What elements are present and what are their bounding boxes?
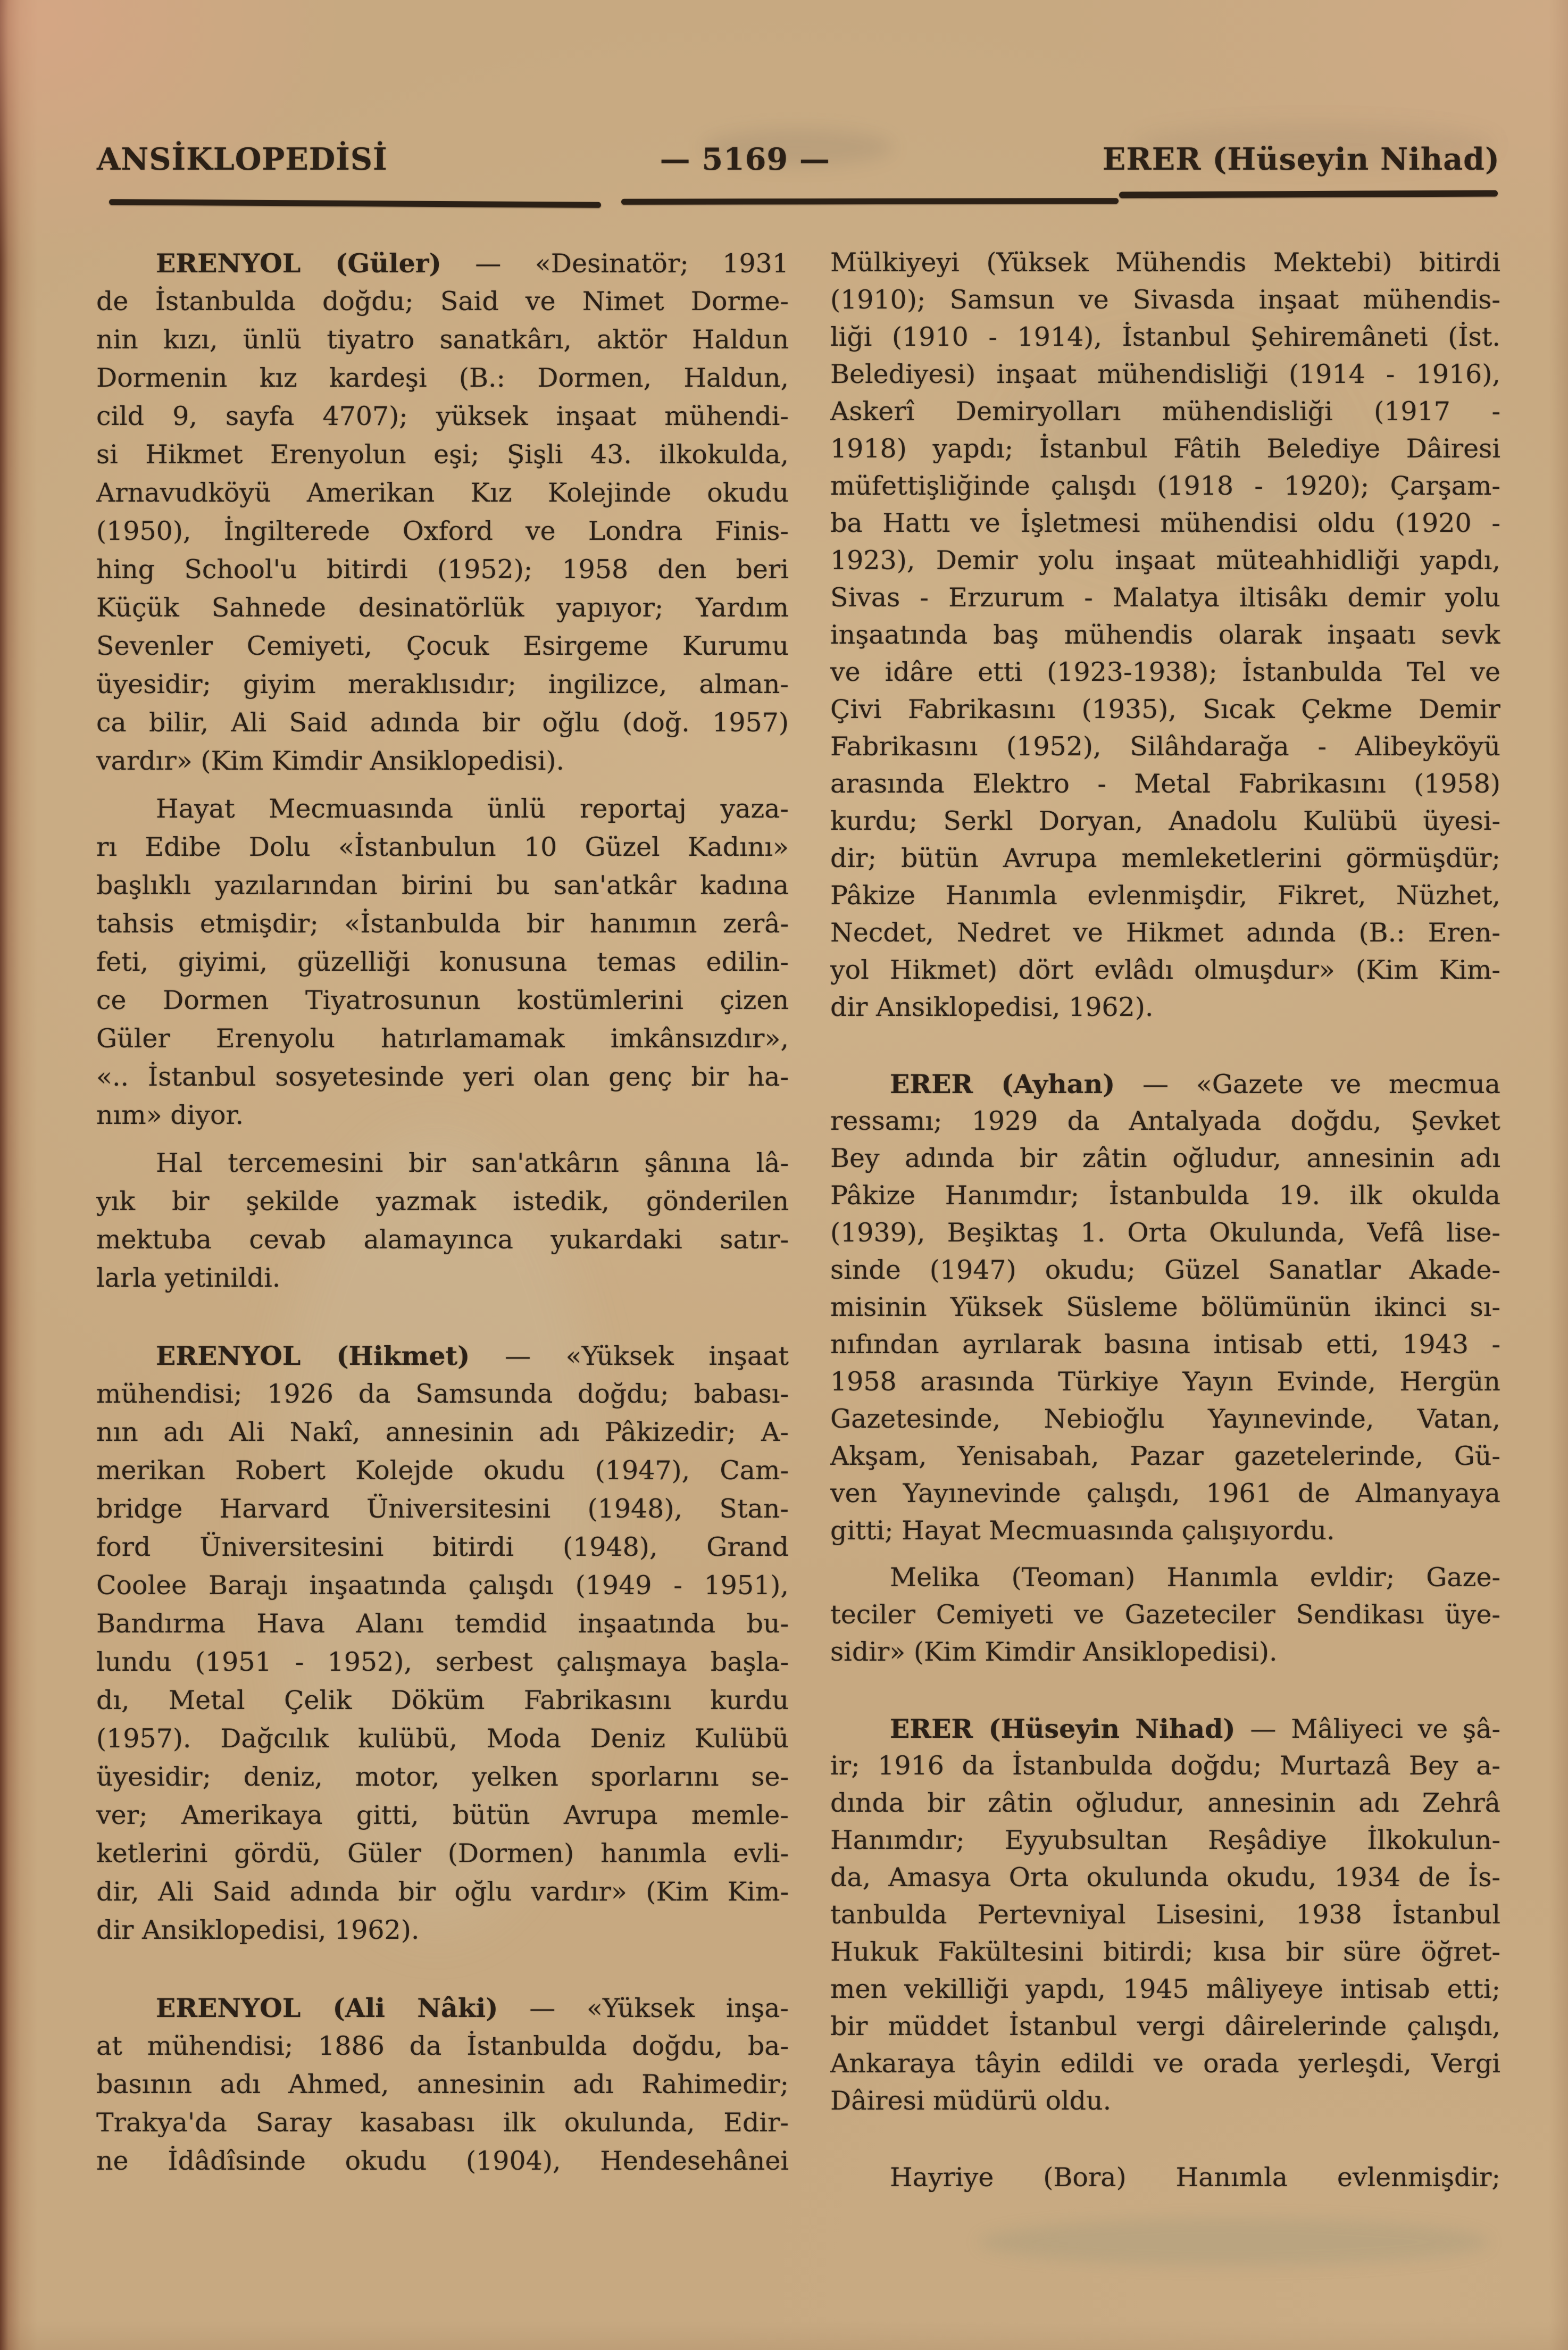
text-line: sidir» (Kim Kimdir Ansiklopedisi).	[830, 1637, 1278, 1667]
text-line: Mülkiyeyi (Yüksek Mühendis Mektebi) bitirdi	[830, 247, 1500, 278]
text-line: 1918) yapdı; İstanbul Fâtih Belediye Dâiresi	[830, 434, 1500, 464]
text-line: liği (1910 - 1914), İstanbul Şehiremâneti (İst.	[830, 322, 1500, 352]
paragraph	[830, 2159, 1500, 2196]
entry-paragraph	[96, 1337, 789, 1949]
paragraph	[96, 790, 789, 1135]
text-line: da, Amasya Orta okulunda okudu, 1934 de İs-	[830, 1862, 1500, 1893]
text-line: larla yetinildi.	[96, 1263, 281, 1293]
text-line: Arnavudköyü Amerikan Kız Kolejinde okudu	[96, 478, 789, 508]
text-line: dir, Ali Said adında bir oğlu vardır» (Kim Kim-	[96, 1877, 789, 1907]
text-line: ERENYOL (Güler) — «Desinatör; 1931	[156, 248, 789, 279]
running-head: ERER (Hüseyin Nihad)	[1102, 141, 1500, 177]
text-line: (1939), Beşiktaş 1. Orta Okulunda, Vefâ lise-	[830, 1218, 1500, 1248]
page-number: — 5169 —	[660, 141, 830, 177]
text-line: Necdet, Nedret ve Hikmet adında (B.: Eren-	[830, 918, 1500, 948]
text-line: «.. İstanbul sosyetesinde yeri olan genç bir ha-	[96, 1062, 789, 1092]
text-line: ca bilir, Ali Said adında bir oğlu (doğ. 1957)	[96, 707, 789, 738]
entry-headword: ERER (Ayhan)	[890, 1069, 1115, 1099]
paragraph	[830, 1559, 1500, 1671]
text-line: Hal tercemesini bir san'atkârın şânına lâ-	[156, 1148, 789, 1178]
text-line: (1957). Dağcılık kulübü, Moda Deniz Kulübü	[96, 1723, 789, 1754]
text-line: ERENYOL (Hikmet) — «Yüksek inşaat	[156, 1340, 789, 1371]
text-line: Hayat Mecmuasında ünlü reportaj yaza-	[156, 794, 789, 824]
text-line: vardır» (Kim Kimdir Ansiklopedisi).	[96, 746, 565, 776]
text-line: yol Hikmet) dört evlâdı olmuşdur» (Kim Kim-	[830, 955, 1500, 985]
text-line: Çivi Fabrikasını (1935), Sıcak Çekme Demir	[830, 694, 1500, 724]
text-line: feti, giyimi, güzelliği konusuna temas edilin-	[96, 947, 789, 977]
text-line: misinin Yüksek Süsleme bölümünün ikinci sı-	[830, 1292, 1500, 1322]
text-line: Bey adında bir zâtin oğludur, annesinin adı	[830, 1143, 1500, 1173]
text-line: de İstanbulda doğdu; Said ve Nimet Dorme-	[96, 286, 789, 316]
text-line: (1950), İngilterede Oxford ve Londra Finis-	[96, 516, 789, 546]
header-rule-right-segment	[1119, 190, 1498, 198]
text-line: Askerî Demiryolları mühendisliği (1917 -	[830, 396, 1500, 427]
text-line: mektuba cevab alamayınca yukardaki satır-	[96, 1224, 789, 1255]
text-line: at mühendisi; 1886 da İstanbulda doğdu, ba-	[96, 2031, 789, 2061]
page-header	[97, 141, 1500, 177]
text-line: Ankaraya tâyin edildi ve orada yerleşdi, Vergi	[830, 2048, 1500, 2079]
text-line: 1958 arasında Türkiye Yayın Evinde, Hergün	[830, 1366, 1500, 1397]
text-line: ce Dormen Tiyatrosunun kostümlerini çizen	[96, 985, 789, 1015]
text-line: ketlerini gördü, Güler (Dormen) hanımla evli-	[96, 1838, 789, 1869]
text-line: tanbulda Pertevniyal Lisesini, 1938 İstanbul	[830, 1899, 1500, 1930]
text-line: nıfından ayrılarak basına intisab etti, 1943 -	[830, 1329, 1500, 1360]
entry-headword: ERER (Hüseyin Nihad)	[890, 1713, 1236, 1744]
text-line: başlıklı yazılarından birini bu san'atkâr kadına	[96, 870, 789, 901]
text-line: cild 9, sayfa 4707); yüksek inşaat mühendi-	[96, 401, 789, 431]
text-line: Dormenin kız kardeşi (B.: Dormen, Haldun,	[96, 363, 789, 393]
text-line: Coolee Barajı inşaatında çalışdı (1949 - 1951),	[96, 1570, 789, 1601]
paragraph	[830, 244, 1500, 1026]
text-line: dir Ansiklopedisi, 1962).	[830, 992, 1154, 1022]
entry-headword: ERENYOL (Güler)	[156, 248, 441, 279]
text-line: ven Yayınevinde çalışdı, 1961 de Almanyaya	[830, 1478, 1500, 1509]
entry-headword: ERENYOL (Hikmet)	[156, 1340, 470, 1371]
text-line: müfettişliğinde çalışdı (1918 - 1920); Çarşam-	[830, 471, 1500, 501]
header-rule-middle-segment	[621, 198, 1119, 205]
text-line: Akşam, Yenisabah, Pazar gazetelerinde, Gü-	[830, 1441, 1500, 1471]
showthrough-smudge	[979, 2218, 1489, 2266]
text-line: ressamı; 1929 da Antalyada doğdu, Şevket	[830, 1106, 1500, 1136]
publication-title: ANSİKLOPEDİSİ	[97, 141, 388, 177]
text-line: hing School'u bitirdi (1952); 1958 den beri	[96, 554, 789, 585]
entry-headword: ERENYOL (Ali Nâki)	[156, 1993, 498, 2023]
text-line: Pâkize Hanımla evlenmişdir, Fikret, Nüzhet,	[830, 880, 1500, 911]
text-line: ve idâre etti (1923-1938); İstanbulda Tel ve	[830, 657, 1500, 687]
text-line: üyesidir; giyim meraklısıdır; ingilizce, alman-	[96, 669, 789, 699]
text-line: dı, Metal Çelik Döküm Fabrikasını kurdu	[96, 1685, 789, 1715]
text-line: Sevenler Cemiyeti, Çocuk Esirgeme Kurumu	[96, 631, 789, 661]
text-line: ir; 1916 da İstanbulda doğdu; Murtazâ Bey a-	[830, 1751, 1500, 1781]
text-line: Küçük Sahnede desinatörlük yapıyor; Yardım	[96, 593, 789, 623]
text-line: Hayriye (Bora) Hanımla evlenmişdir;	[890, 2162, 1500, 2193]
text-line: Hukuk Fakültesini bitirdi; kısa bir süre öğret-	[830, 1937, 1500, 1967]
text-column-left	[96, 244, 789, 2180]
text-line: gitti; Hayat Mecmuasında çalışıyordu.	[830, 1515, 1335, 1546]
text-line: dında bir zâtin oğludur, annesinin adı Zehrâ	[830, 1788, 1500, 1818]
text-line: Dâiresi müdürü oldu.	[830, 2086, 1112, 2116]
text-line: üyesidir; deniz, motor, yelken sporlarını se-	[96, 1762, 789, 1792]
text-line: Bandırma Hava Alanı temdid inşaatında bu-	[96, 1609, 789, 1639]
text-line: Melika (Teoman) Hanımla evldir; Gaze-	[890, 1562, 1500, 1593]
text-line: Fabrikasını (1952), Silâhdarağa - Alibeyköyü	[830, 731, 1500, 762]
text-line: ba Hattı ve İşletmesi mühendisi oldu (1920 -	[830, 508, 1500, 538]
text-line: men vekilliği yapdı, 1945 mâliyeye intisab etti;	[830, 1974, 1500, 2004]
text-line: nın adı Ali Nakî, annesinin adı Pâkizedir; A-	[96, 1417, 789, 1447]
text-line: tahsis etmişdir; «İstanbulda bir hanımın zerâ-	[96, 909, 789, 939]
text-line: ERER (Hüseyin Nihad) — Mâliyeci ve şâ-	[890, 1713, 1500, 1744]
text-line: yık bir şekilde yazmak istedik, gönderilen	[96, 1186, 789, 1216]
text-line: rı Edibe Dolu «İstanbulun 10 Güzel Kadını»	[96, 832, 789, 862]
text-line: (1910); Samsun ve Sivasda inşaat mühendis-	[830, 285, 1500, 315]
text-line: nım» diyor.	[96, 1100, 244, 1130]
text-line: ERER (Ayhan) — «Gazete ve mecmua	[890, 1069, 1500, 1099]
text-line: arasında Elektro - Metal Fabrikasını (1958)	[830, 769, 1500, 799]
text-line: kurdu; Serkl Doryan, Anadolu Kulübü üyesi-	[830, 806, 1500, 836]
text-line: dir; bütün Avrupa memleketlerini görmüşdür;	[830, 843, 1500, 873]
text-line: Trakya'da Saray kasabası ilk okulunda, Edir-	[96, 2107, 789, 2138]
text-line: inşaatında baş mühendis olarak inşaatı sevk	[830, 620, 1500, 650]
text-line: merikan Robert Kolejde okudu (1947), Cam-	[96, 1455, 789, 1486]
text-line: ERENYOL (Ali Nâki) — «Yüksek inşa-	[156, 1993, 789, 2023]
text-line: basının adı Ahmed, annesinin adı Rahimedir;	[96, 2069, 789, 2099]
text-line: nin kızı, ünlü tiyatro sanatkârı, aktör Haldun	[96, 324, 789, 355]
entry-paragraph	[96, 1989, 789, 2180]
text-line: Pâkize Hanımdır; İstanbulda 19. ilk okulda	[830, 1180, 1500, 1211]
text-line: bridge Harvard Üniversitesini (1948), Stan-	[96, 1494, 789, 1524]
text-line: ford Üniversitesini bitirdi (1948), Grand	[96, 1532, 789, 1562]
entry-paragraph	[96, 244, 789, 780]
text-line: si Hikmet Erenyolun eşi; Şişli 43. ilkokulda,	[96, 439, 789, 470]
header-rule-left-segment	[109, 199, 601, 208]
text-line: sinde (1947) okudu; Güzel Sanatlar Akade-	[830, 1255, 1500, 1285]
text-line: 1923), Demir yolu inşaat müteahhidliği yapdı,	[830, 545, 1500, 576]
text-line: ne İdâdîsinde okudu (1904), Hendesehânei	[96, 2146, 789, 2176]
text-line: ver; Amerikaya gitti, bütün Avrupa memle-	[96, 1800, 789, 1830]
text-column-right	[830, 244, 1500, 2196]
text-line: Güler Erenyolu hatırlamamak imkânsızdır»,	[96, 1023, 789, 1054]
text-line: teciler Cemiyeti ve Gazeteciler Sendikası üye-	[830, 1599, 1500, 1630]
text-line: lundu (1951 - 1952), serbest çalışmaya başla-	[96, 1647, 789, 1677]
text-line: Hanımdır; Eyyubsultan Reşâdiye İlkokulun-	[830, 1825, 1500, 1855]
text-line: mühendisi; 1926 da Samsunda doğdu; babası-	[96, 1379, 789, 1409]
text-line: bir müddet İstanbul vergi dâirelerinde çalışdı,	[830, 2011, 1500, 2041]
text-line: dir Ansiklopedisi, 1962).	[96, 1915, 420, 1945]
entry-paragraph	[830, 1710, 1500, 2120]
paragraph	[96, 1144, 789, 1297]
text-line: Sivas - Erzurum - Malatya iltisâkı demir yolu	[830, 582, 1500, 613]
text-line: Gazetesinde, Nebioğlu Yayınevinde, Vatan,	[830, 1404, 1500, 1434]
entry-paragraph	[830, 1065, 1500, 1549]
text-line: Belediyesi) inşaat mühendisliği (1914 - 1916),	[830, 359, 1500, 389]
